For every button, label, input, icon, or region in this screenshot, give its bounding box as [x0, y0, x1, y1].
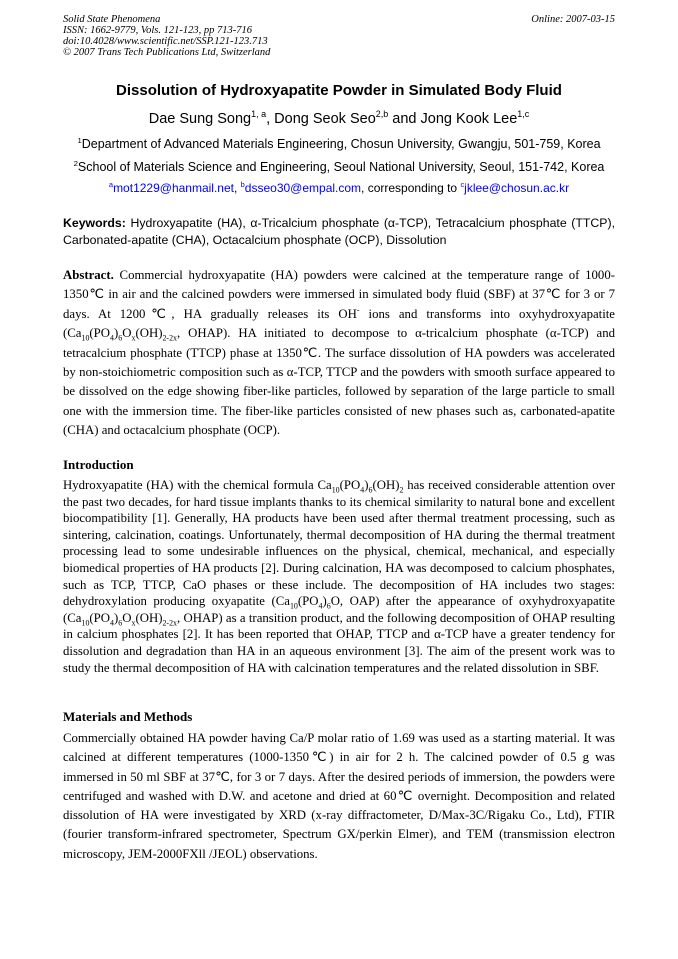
- intro-span: ): [322, 594, 327, 609]
- keywords: [63, 215, 615, 249]
- affiliation-mark: 1: [77, 135, 82, 145]
- affiliation-text: School of Materials Science and Engineering, Seoul National University, Seoul, 151-742, Korea: [77, 160, 605, 174]
- subscript: 10: [289, 601, 298, 611]
- doi-line: doi:10.4028/www.scientific.net/SSP.121-123.713: [63, 36, 268, 47]
- author-list: [0, 111, 678, 127]
- abstract-text: (OH): [135, 326, 163, 341]
- superscript: -: [356, 305, 360, 315]
- author-affiliation-mark: 1, a: [251, 109, 267, 120]
- author-affiliation-mark: 1,c: [517, 109, 530, 120]
- affiliation-1: [0, 137, 678, 151]
- subscript: 2-2x: [162, 618, 177, 628]
- subscript: 10: [81, 618, 90, 628]
- journal-name: Solid State Phenomena: [63, 14, 161, 25]
- online-date: Online: 2007-03-15: [531, 14, 615, 25]
- intro-span: Hydroxyapatite (HA) with the chemical formula Ca: [63, 478, 332, 492]
- keywords-text: Hydroxyapatite (HA), α-Tricalcium phosphate (α-TCP), Tetracalcium phosphate (TTCP), Carbonated-apatite (CHA), Octacalcium phosphate (OCP), Dissolution: [63, 216, 615, 247]
- subscript: 4: [110, 618, 114, 628]
- subscript: 6: [326, 601, 331, 611]
- intro-span: ): [364, 478, 369, 492]
- abstract: [63, 266, 615, 441]
- author-emails: [0, 181, 678, 195]
- intro-span: O, OAP) after the appearance of oxyhydroxyapatite (Ca: [63, 594, 615, 625]
- corresponding-label: , corresponding to: [361, 181, 461, 195]
- subscript: 6: [368, 485, 373, 495]
- email-mark: b: [240, 180, 245, 189]
- abstract-text: ): [114, 326, 119, 341]
- subscript: 2: [399, 485, 404, 495]
- email-mark: c: [460, 180, 465, 189]
- methods-heading: Materials and Methods: [63, 709, 193, 724]
- subscript: 6: [118, 333, 123, 343]
- abstract-text: ions and transforms into oxyhydroxyapatite (Ca: [63, 306, 615, 341]
- abstract-text: O: [122, 326, 132, 341]
- author-name: Dae Sung Song: [148, 111, 252, 127]
- intro-span: (PO: [297, 594, 319, 609]
- introduction-heading: Introduction: [63, 457, 134, 472]
- introduction-text: [63, 477, 615, 676]
- intro-span: (PO: [89, 610, 111, 625]
- abstract-label: Abstract.: [63, 268, 114, 282]
- abstract-text: Commercial hydroxyapatite (HA) powders were calcined at the temperature range of 1000-1350℃ in air and the calcined powders were immersed in simulated body fluid (SBF) at 37℃ for 3 or 7 days. At 1200℃, HA gradually releases its OH: [63, 268, 615, 321]
- subscript: 4: [110, 333, 114, 343]
- intro-span: O: [122, 610, 132, 625]
- subscript: 4: [360, 485, 365, 495]
- intro-span: has received considerable attention over the past two decades, for hard tissue implants thanks to its chemical similarity to natural bone and excellent biocompatibility [1]. Generally, HA products have been used after thermal treatment processing, such as sintering, calcination, coatings. Unfortunately, thermal decomposition of HA during the thermal treatment processing lead to some undesirable influences on the physical, chemical, mechanical, and especially biomedical properties of HA products [2]. During calcination, HA was decomposed to calcium phosphates, such as TCP, TTCP, CaO phases or these include. The decomposition of HA includes two stages: dehydroxylation producing oxyapatite (Ca: [63, 478, 616, 609]
- subscript: 10: [81, 333, 90, 343]
- email-mark: a: [108, 180, 114, 189]
- intro-span: (OH): [372, 478, 400, 492]
- author-name: and Jong Kook Lee: [388, 111, 518, 127]
- author-name: , Dong Seok Seo: [266, 111, 376, 127]
- copyright-line: © 2007 Trans Tech Publications Ltd, Switzerland: [63, 47, 271, 58]
- subscript: x: [131, 333, 136, 343]
- author-affiliation-mark: 2,b: [375, 109, 389, 120]
- intro-span: , OHAP) as a transition product, and the following decomposition of OHAP resulting in calcium phosphates [2]. It has been reported that OHAP, TTCP and α-TCP have a greater tendency for dissolution and degradation than HA in an aqueous environment [3]. The aim of the present work was to study the thermal decomposition of HA with calcination temperatures and the related dissolution in SBF.: [63, 610, 615, 675]
- methods-text: Commercially obtained HA powder having Ca/P molar ratio of 1.69 was used as a starting material. It was calcined at different temperatures (1000-1350℃) in air for 2 h. The calcined powder of 0.5 g was immersed in 50 ml SBF at 37℃, for 3 or 7 days. After the desired periods of immersion, the powders were centrifuged and washed with D.W. and acetone and dried at 60℃ overnight. Decomposition and related dissolution of HA were investigated by XRD (x-ray diffractometer, D/Max-3C/Rigaku Co., Ltd), FTIR (fourier transform-infrared spectrometer, Spectrum GX/perkin Elmer), and TEM (transmission electron microscopy, JEM-2000FXll /JEOL) observations.: [63, 731, 615, 861]
- email-separator: ,: [233, 181, 241, 195]
- abstract-text: , OHAP). HA initiated to decompose to α-tricalcium phosphate (α-TCP) and tetracalcium phosphate (TTCP) phase at 1350℃. The surface dissolution of HA powders was accelerated by non-stoichiometric composition such as α-TCP, TTCP and the powders with smooth surface appeared to be dissolved on the edge showing fiber-like particles, followed by separation of the large particle to small one with the immersion time. The fiber-like particles consisted of new phases such as, carbonated-apatite (CHA) and octacalcium phosphate (OCP).: [63, 326, 615, 438]
- email-link-c[interactable]: jklee@chosun.ac.kr: [464, 181, 570, 195]
- affiliation-text: Department of Advanced Materials Engineering, Chosun University, Gwangju, 501-759, Korea: [81, 137, 601, 151]
- paper-title: Dissolution of Hydroxyapatite Powder in Simulated Body Fluid: [116, 82, 562, 99]
- subscript: 6: [118, 618, 123, 628]
- subscript: 10: [331, 485, 340, 495]
- issn-line: ISSN: 1662-9779, Vols. 121-123, pp 713-716: [63, 25, 252, 36]
- email-link-a[interactable]: mot1229@hanmail.net: [113, 181, 234, 195]
- subscript: 4: [318, 601, 323, 611]
- affiliation-2: [0, 160, 678, 174]
- journal-header: [63, 14, 270, 58]
- intro-span: (PO: [339, 478, 361, 492]
- intro-span: ): [114, 610, 119, 625]
- affiliation-mark: 2: [73, 158, 78, 168]
- subscript: 2-2x: [162, 333, 177, 343]
- intro-span: (OH): [135, 610, 163, 625]
- abstract-text: (PO: [89, 326, 111, 341]
- subscript: x: [131, 618, 136, 628]
- keywords-label: Keywords:: [63, 216, 126, 230]
- email-link-b[interactable]: dsseo30@empal.com: [244, 181, 362, 195]
